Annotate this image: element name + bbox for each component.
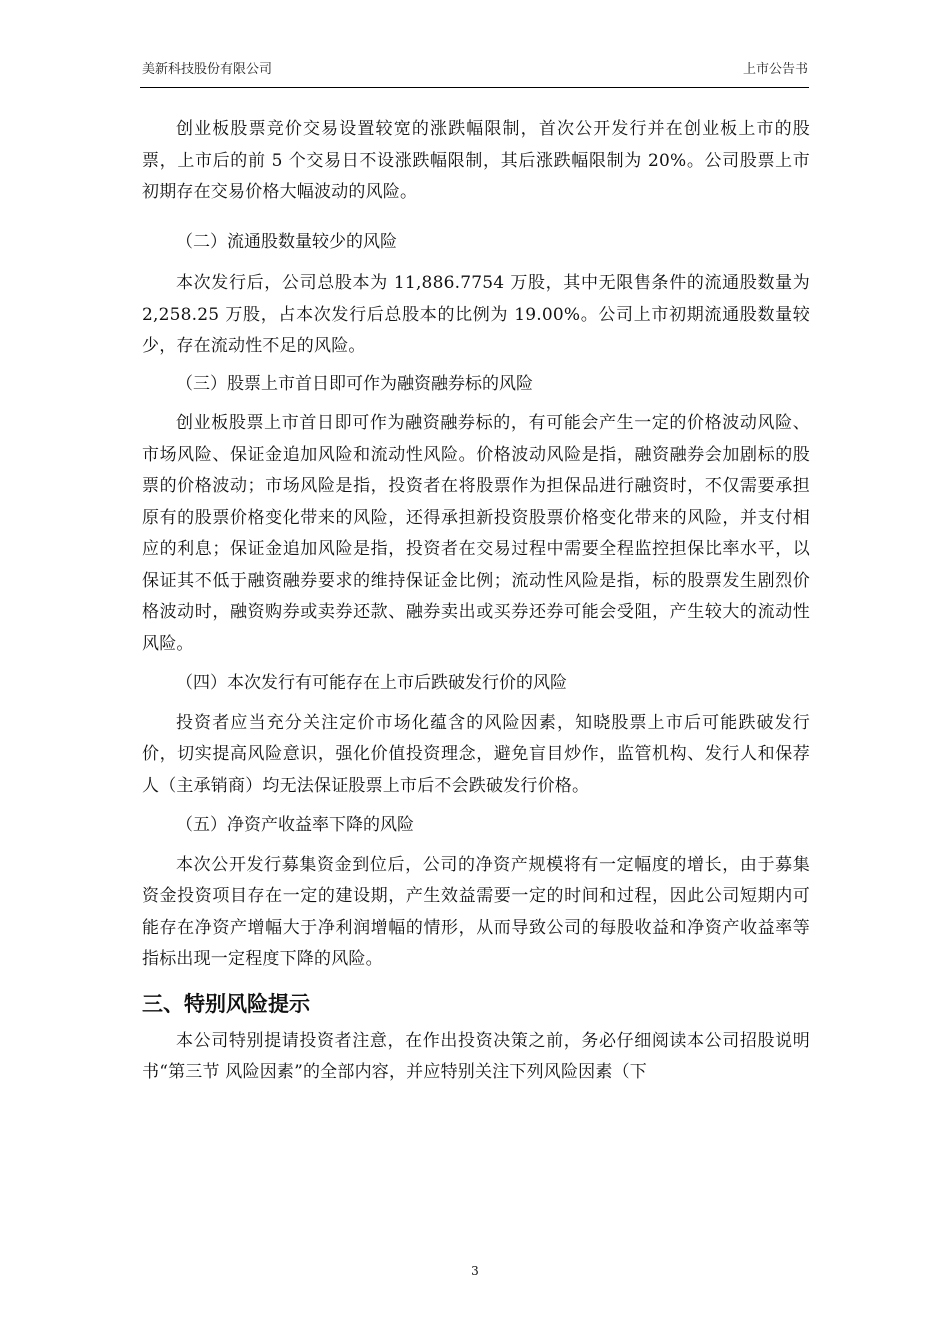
page-content <box>142 114 810 1089</box>
heading-special-risk: 三、特别风险提示 <box>142 991 310 1016</box>
paragraph-special-risk: 本公司特别提请投资者注意，在作出投资决策之前，务必仔细阅读本公司招股说明书“第三节 风险因素”的全部内容，并应特别关注下列风险因素（下 <box>142 1030 810 1082</box>
header-divider <box>140 87 809 88</box>
paragraph-roe-decline: 本次公开发行募集资金到位后，公司的净资产规模将有一定幅度的增长，由于募集资金投资项目存在一定的建设期，产生效益需要一定的时间和过程，因此公司短期内可能存在净资产增幅大于净利润增幅的情形，从而导致公司的每股收益和净资产收益率等指标出现一定程度下降的风险。 <box>142 854 810 969</box>
page-number: 3 <box>471 1264 479 1278</box>
section-title-float-shares: （二）流通股数量较少的风险 <box>176 231 397 252</box>
header-company-name: 美新科技股份有限公司 <box>142 62 273 77</box>
header-document-type: 上市公告书 <box>742 62 808 77</box>
paragraph-below-issue-price: 投资者应当充分关注定价市场化蕴含的风险因素，知晓股票上市后可能跌破发行价，切实提高风险意识，强化价值投资理念，避免盲目炒作，监管机构、发行人和保荐人（主承销商）均无法保证股票上市后不会跌破发行价格。 <box>142 712 810 796</box>
paragraph-price-volatility: 创业板股票竞价交易设置较宽的涨跌幅限制，首次公开发行并在创业板上市的股票，上市后的前 5 个交易日不设涨跌幅限制，其后涨跌幅限制为 20%。公司股票上市初期存在交易价格大幅波动的风险。 <box>142 119 810 202</box>
section-title-margin-trading: （三）股票上市首日即可作为融资融券标的风险 <box>176 373 533 394</box>
section-title-roe-decline: （五）净资产收益率下降的风险 <box>176 815 414 835</box>
paragraph-margin-trading: 创业板股票上市首日即可作为融资融券标的，有可能会产生一定的价格波动风险、市场风险、保证金追加风险和流动性风险。价格波动风险是指，融资融券会加剧标的股票的价格波动；市场风险是指，投资者在将股票作为担保品进行融资时，不仅需要承担原有的股票价格变化带来的风险，还得承担新投资股票价格变化带来的风险，并支付相应的利息；保证金追加风险是指，投资者在交易过程中需要全程监控担保比率水平，以保证其不低于融资融券要求的维持保证金比例；流动性风险是指，标的股票发生剧烈价格波动时，融资购券或卖券还款、融券卖出或买券还券可能会受阻，产生较大的流动性风险。 <box>142 413 810 654</box>
page-header <box>142 58 808 80</box>
section-title-below-issue-price: （四）本次发行有可能存在上市后跌破发行价的风险 <box>176 673 567 693</box>
paragraph-float-shares: 本次发行后，公司总股本为 11,886.7754 万股，其中无限售条件的流通股数量为 2,258.25 万股，占本次发行后总股本的比例为 19.00%。公司上市初期流通股数量较少，存在流动性不足的风险。 <box>142 273 810 356</box>
